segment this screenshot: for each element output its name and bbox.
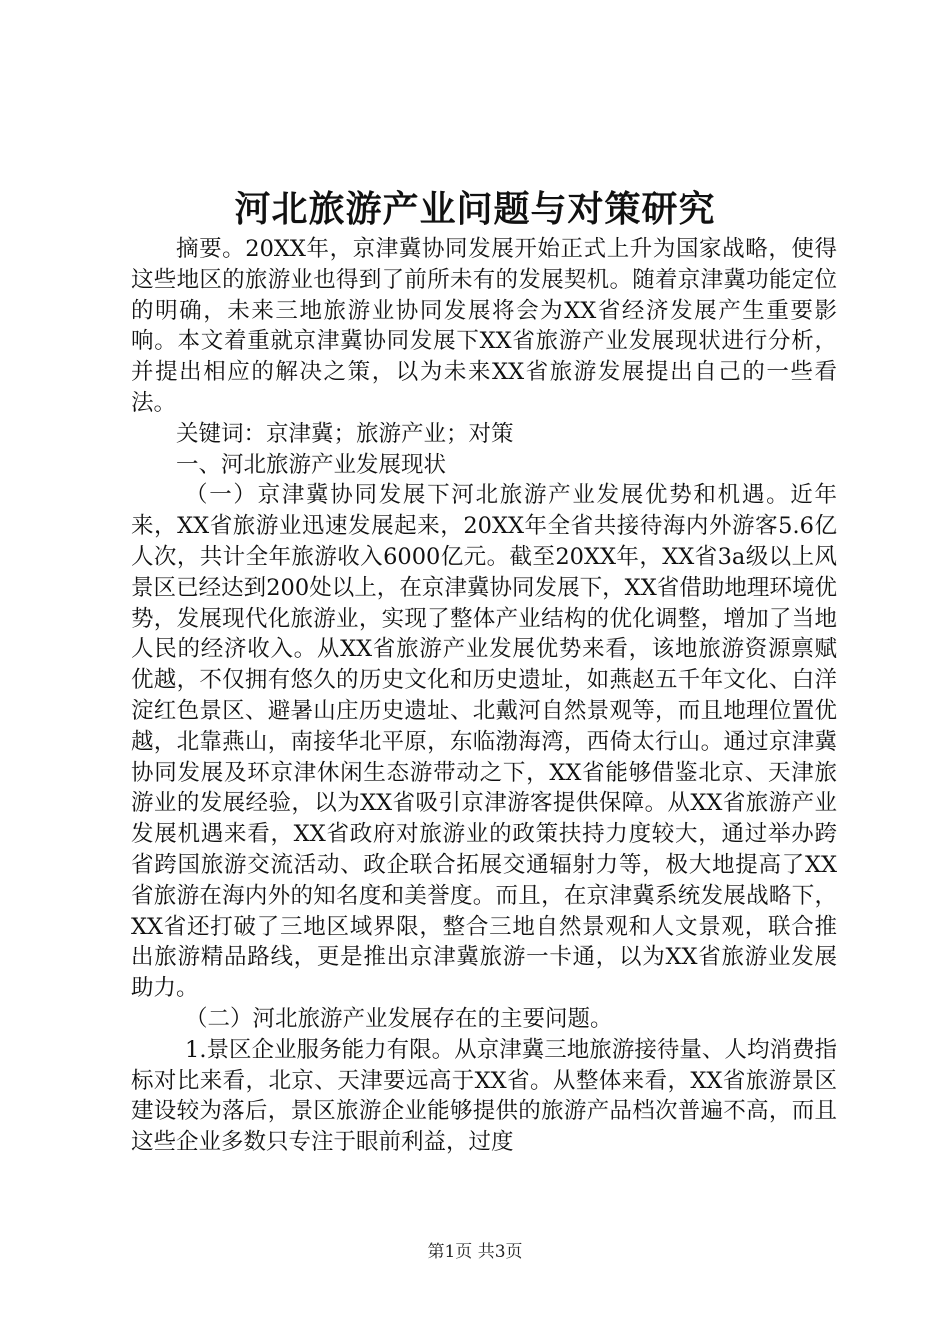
keywords-paragraph: 关键词：京津冀；旅游产业；对策 <box>176 420 514 447</box>
body-paragraph: 1.景区企业服务能力有限。从京津冀三地旅游接待量、人均消费指标对比来看，北京、天津要远高于XX省。从整体来看，XX省旅游景区建设较为落后，景区旅游企业能够提供的旅游产品档次普遍不高，而且这些企业多数只专注于眼前利益，过度 <box>131 1036 837 1156</box>
page-footer: 第1页 共3页 <box>427 1242 523 1262</box>
document-body <box>131 234 837 1158</box>
body-paragraph: （一）京津冀协同发展下河北旅游产业发展优势和机遇。近年来，XX省旅游业迅速发展起来，20XX年全省共接待海内外游客5.6亿人次，共计全年旅游收入6000亿元。截至20XX年，XX省3a级以上风景区已经达到200处以上，在京津冀协同发展下，XX省借助地理环境优势，发展现代化旅游业，实现了整体产业结构的优化调整，增加了当地人民的经济收入。从XX省旅游产业发展优势来看，该地旅游资源禀赋优越，不仅拥有悠久的历史文化和历史遗址，如燕赵五千年文化、白洋淀红色景区、避暑山庄历史遗址、北戴河自然景观等，而且地理位置优越，北靠燕山，南接华北平原，东临渤海湾，西倚太行山。通过京津冀协同发展及环京津休闲生态游带动之下，XX省能够借鉴北京、天津旅游业的发展经验，以为XX省吸引京津游客提供保障。从XX省旅游产业发展机遇来看，XX省政府对旅游业的政策扶持力度较大，通过举办跨省跨国旅游交流活动、政企联合拓展交通辐射力等，极大地提高了XX省旅游在海内外的知名度和美誉度。而且，在京津冀系统发展战略下，XX省还打破了三地区域界限，整合三地自然景观和人文景观，联合推出旅游精品路线，更是推出京津冀旅游一卡通，以为XX省旅游业发展助力。 <box>131 482 837 1002</box>
abstract-paragraph: 摘要。20XX年，京津冀协同发展开始正式上升为国家战略，使得这些地区的旅游业也得到了前所未有的发展契机。随着京津冀功能定位的明确，未来三地旅游业协同发展将会为XX省经济发展产生重要影响。本文着重就京津冀协同发展下XX省旅游产业发展现状进行分析，并提出相应的解决之策，以为未来XX省旅游发展提出自己的一些看法。 <box>131 236 837 416</box>
subsection-heading: （二）河北旅游产业发展存在的主要问题。 <box>185 1005 613 1032</box>
document-title: 河北旅游产业问题与对策研究 <box>234 188 716 230</box>
section-heading: 一、河北旅游产业发展现状 <box>176 451 447 478</box>
